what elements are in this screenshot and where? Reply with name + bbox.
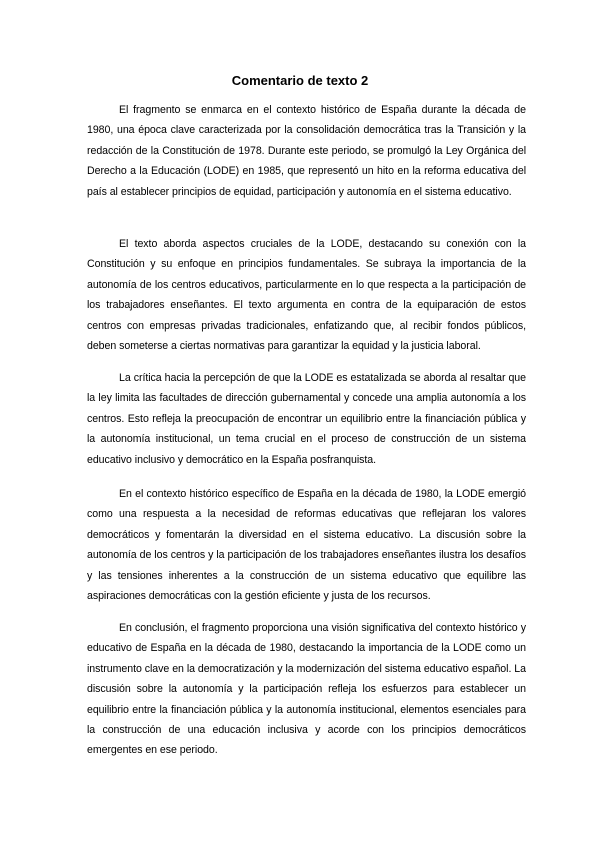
paragraph-conclusion: En conclusión, el fragmento proporciona una visión significativa del contexto histórico y educativo de España en la década de 1980, destacando la importancia de la LODE como un instrumento clave en la democratización y la modernización del sistema educativo español. La discusión sobre la autonomía y la participación refleja los esfuerzos para establecer un equilibrio entre la financiación pública y la autonomía institucional, elementos esenciales para la construcción de una educación inclusiva y acorde con los principios democráticos emergentes en ese periodo.	[87, 622, 526, 757]
paragraph-context: El fragmento se enmarca en el contexto histórico de España durante la década de 1980, una época clave caracterizada por la consolidación democrática tras la Transición y la redacción de la Constitución de 1978. Durante este periodo, se promulgó la Ley Orgánica del Derecho a la Educación (LODE) en 1985, que representó un hito en la reforma educativa del país al establecer principios de equidad, participación y autonomía en el sistema educativo.	[87, 104, 526, 198]
paragraph-critique: La crítica hacia la percepción de que la LODE es estatalizada se aborda al resaltar que la ley limita las facultades de dirección gubernamental y concede una amplia autonomía a los centros. Esto refleja la preocupación de encontrar un equilibrio entre la financiación pública y la autonomía institucional, un tema crucial en el proceso de construcción de un sistema educativo inclusivo y democrático en la España posfranquista.	[87, 372, 526, 466]
paragraph-lode-aspects: El texto aborda aspectos cruciales de la LODE, destacando su conexión con la Constitución y su enfoque en principios fundamentales. Se subraya la importancia de la autonomía de los centros educativos, particularmente en lo que respecta a la participación de los trabajadores enseñantes. El texto argumenta en contra de la equiparación de estos centros con empresas privadas tradicionales, enfatizando que, al recibir fondos públicos, deben someterse a ciertas normativas para garantizar la equidad y la justicia laboral.	[87, 238, 526, 353]
document-title: Comentario de texto 2	[231, 73, 369, 88]
paragraph-historical-context: En el contexto histórico específico de España en la década de 1980, la LODE emergió como una respuesta a la necesidad de reformas educativas que reflejaran los valores democráticos y fomentarán la diversidad en el sistema educativo. La discusión sobre la autonomía de los centros y la participación de los trabajadores enseñantes ilustra los desafíos y las tensiones inherentes a la construcción de un sistema educativo que equilibre las aspiraciones democráticas con la gestión eficiente y justa de los recursos.	[87, 488, 526, 603]
